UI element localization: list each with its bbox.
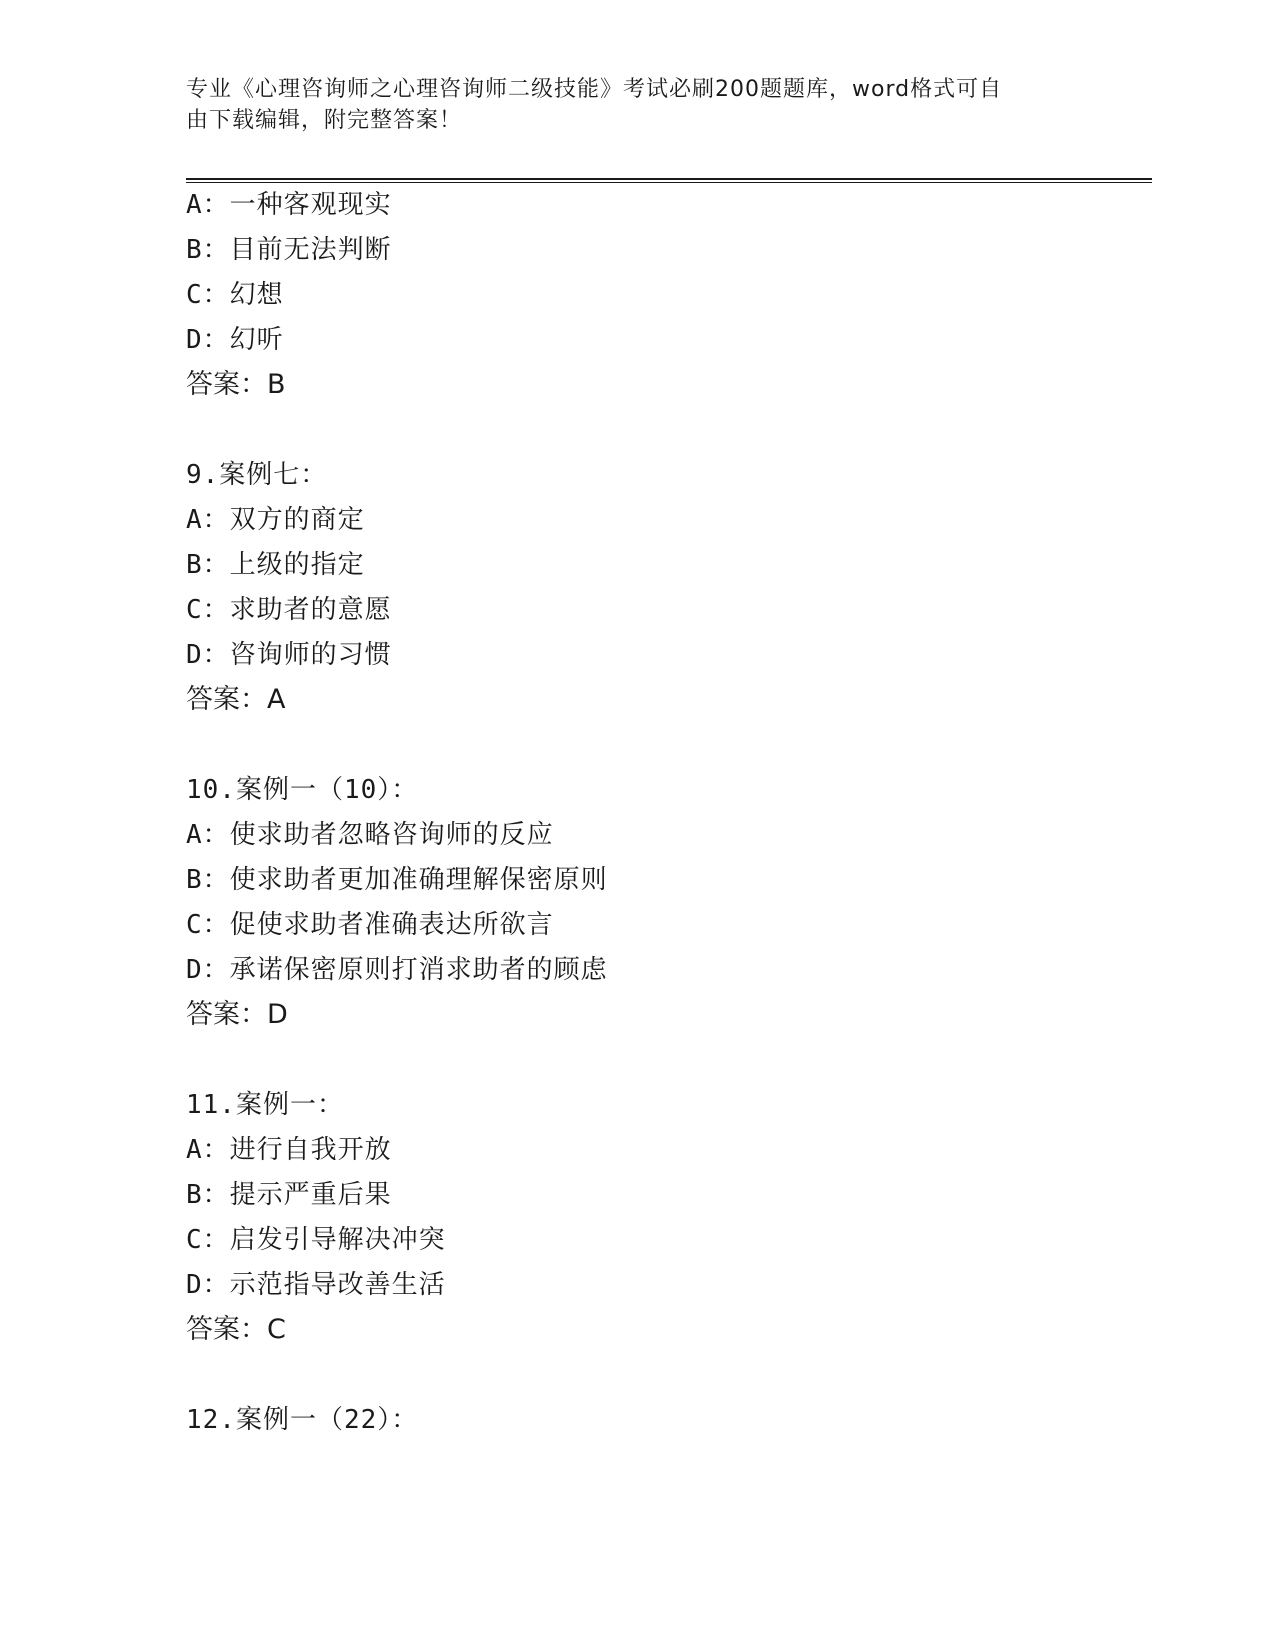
option-c: C：求助者的意愿 <box>186 595 392 625</box>
question-title: 11.案例一： <box>186 1090 344 1120</box>
question-title: 10.案例一（10）： <box>186 775 419 805</box>
header-line-2: 由下载编辑，附完整答案！ <box>186 108 463 133</box>
option-c: C：幻想 <box>186 280 284 310</box>
option-b: B：目前无法判断 <box>186 235 392 265</box>
answer: 答案：B <box>186 369 286 400</box>
option-d: D：承诺保密原则打消求助者的顾虑 <box>186 955 608 985</box>
header-line-1: 专业《心理咨询师之心理咨询师二级技能》考试必刷200题题库，word格式可自 <box>186 77 1003 102</box>
option-a: A：进行自我开放 <box>186 1135 392 1165</box>
document-header <box>186 74 1066 136</box>
answer: 答案：A <box>186 684 286 715</box>
header-divider-thick <box>186 178 1152 180</box>
header-divider-thin <box>186 182 1152 183</box>
option-d: D：咨询师的习惯 <box>186 640 392 670</box>
option-a: A：一种客观现实 <box>186 190 392 220</box>
option-b: B：使求助者更加准确理解保密原则 <box>186 865 608 895</box>
option-a: A：使求助者忽略咨询师的反应 <box>186 820 554 850</box>
option-c: C：促使求助者准确表达所欲言 <box>186 910 554 940</box>
answer: 答案：D <box>186 999 288 1030</box>
option-b: B：上级的指定 <box>186 550 365 580</box>
option-b: B：提示严重后果 <box>186 1180 392 1210</box>
option-d: D：幻听 <box>186 325 284 355</box>
question-title: 12.案例一（22）： <box>186 1405 419 1435</box>
option-a: A：双方的商定 <box>186 505 365 535</box>
option-c: C：启发引导解决冲突 <box>186 1225 446 1255</box>
answer: 答案：C <box>186 1314 286 1345</box>
option-d: D：示范指导改善生活 <box>186 1270 446 1300</box>
question-title: 9.案例七： <box>186 460 328 490</box>
